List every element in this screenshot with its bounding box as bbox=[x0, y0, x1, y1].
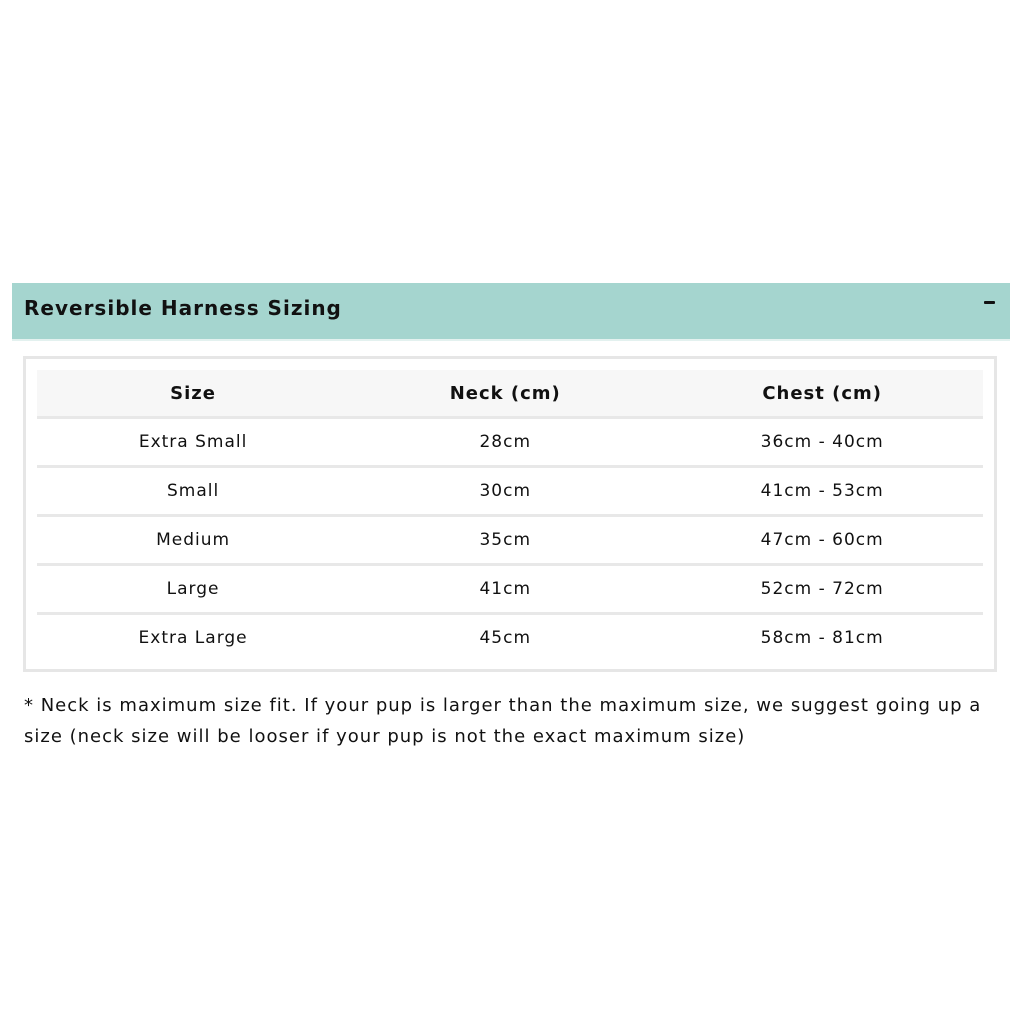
column-header-neck: Neck (cm) bbox=[349, 370, 661, 418]
size-table bbox=[37, 370, 983, 661]
cell-size: Extra Small bbox=[37, 418, 349, 467]
cell-chest: 52cm - 72cm bbox=[661, 565, 983, 614]
cell-size: Extra Large bbox=[138, 628, 248, 648]
minus-icon-bar bbox=[984, 301, 995, 304]
column-header-chest: Chest (cm) bbox=[661, 370, 983, 418]
sizing-footnote: * Neck is maximum size fit. If your pup is larger than the maximum size, we suggest going up a size (neck size will be looser if your pup is not the exact maximum size) bbox=[24, 695, 982, 747]
cell-size: Medium bbox=[37, 516, 349, 565]
cell-neck: 30cm bbox=[349, 467, 661, 516]
cell-neck: 41cm bbox=[349, 565, 661, 614]
table-header-row bbox=[37, 370, 983, 418]
accordion-header[interactable] bbox=[12, 283, 1010, 341]
sizing-accordion bbox=[12, 283, 1010, 341]
table-row bbox=[37, 614, 983, 662]
table-row bbox=[37, 467, 983, 516]
cell-chest: 58cm - 81cm bbox=[760, 628, 884, 648]
cell-neck: 28cm bbox=[349, 418, 661, 467]
size-table-container bbox=[23, 356, 997, 672]
cell-chest: 47cm - 60cm bbox=[661, 516, 983, 565]
table-row bbox=[37, 418, 983, 467]
cell-neck: 45cm bbox=[479, 628, 532, 648]
cell-chest: 36cm - 40cm bbox=[661, 418, 983, 467]
table-row bbox=[37, 565, 983, 614]
minus-icon[interactable] bbox=[978, 289, 1000, 315]
cell-neck: 35cm bbox=[349, 516, 661, 565]
table-row bbox=[37, 516, 983, 565]
cell-size: Small bbox=[37, 467, 349, 516]
accordion-title: Reversible Harness Sizing bbox=[24, 296, 342, 320]
cell-chest: 41cm - 53cm bbox=[661, 467, 983, 516]
column-header-size: Size bbox=[37, 370, 349, 418]
cell-size: Large bbox=[37, 565, 349, 614]
